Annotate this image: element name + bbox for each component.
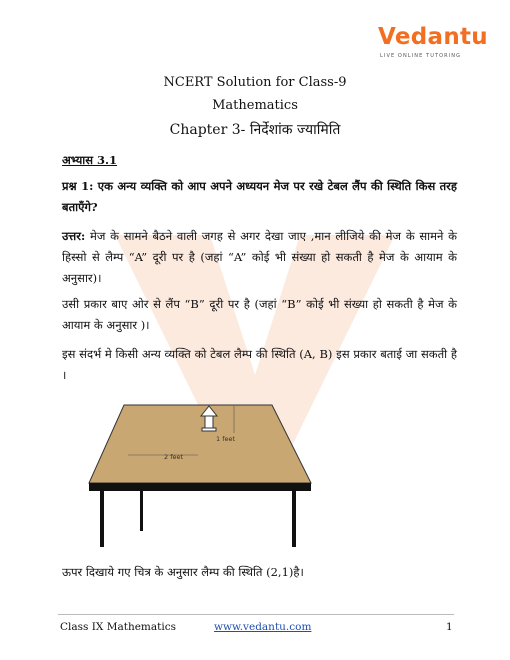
answer-text-1: मेज के सामने बैठने वाली जगह से अगर देखा जाए ,मान लीजिये की मेज के सामने के हिस्सो से लैम्प “A” दूरी पर है (जहां “A” कोई भी संख्या हो सकती है मेज के आयाम के अनुसार)। <box>62 229 458 285</box>
question-prefix: प्रश्न 1: <box>62 179 94 193</box>
question-text: एक अन्य व्यक्ति को आप अपने अध्ययन मेज पर रखे टेबल लैंप की स्थिति किस तरह बताएँगे? <box>62 179 457 214</box>
footer-class-label: Class IX Mathematics <box>60 621 176 633</box>
chapter-title: Chapter 3- निर्देशांक ज्यामिति <box>169 122 341 138</box>
table-leg-mid <box>140 491 143 531</box>
vedantu-logo <box>378 22 498 62</box>
page-number: 1 <box>446 621 453 633</box>
answer-para-2: उसी प्रकार बाए ओर से लैंप “B” दूरी पर है (जहां “B” कोई भी संख्या हो सकती है मेज के आयाम के अनुसार )। <box>62 297 457 332</box>
logo-brand: Vedantu <box>378 24 488 50</box>
answer-para-3: इस संदर्भ मे किसी अन्य व्यक्ति को टेबल लैम्प की स्थिति (A, B) इस प्रकार बताई जा सकती है । <box>62 347 457 382</box>
table-leg-left <box>100 491 104 547</box>
footer-website-link[interactable]: www.vedantu.com <box>214 621 312 633</box>
figure-label-vertical: 1 feet <box>216 435 236 443</box>
document-title: NCERT Solution for Class-9 <box>163 75 347 90</box>
figure-label-horizontal: 2 feet <box>164 453 184 461</box>
subject-title: Mathematics <box>212 98 298 113</box>
logo-tagline: LIVE ONLINE TUTORING <box>380 53 462 59</box>
table-leg-right <box>292 491 296 547</box>
conclusion-text: ऊपर दिखाये गए चित्र के अनुसार लैम्प की स्थिति (2,1)है। <box>62 565 304 579</box>
question-block <box>62 176 457 218</box>
exercise-label: अभ्यास 3.1 <box>62 153 118 167</box>
table-top <box>89 405 311 483</box>
answer-prefix: उत्तर: <box>62 229 86 243</box>
footer-divider <box>58 614 454 615</box>
answer-para-1 <box>62 226 457 289</box>
table-edge <box>89 483 311 491</box>
table-lamp-figure <box>86 403 336 548</box>
